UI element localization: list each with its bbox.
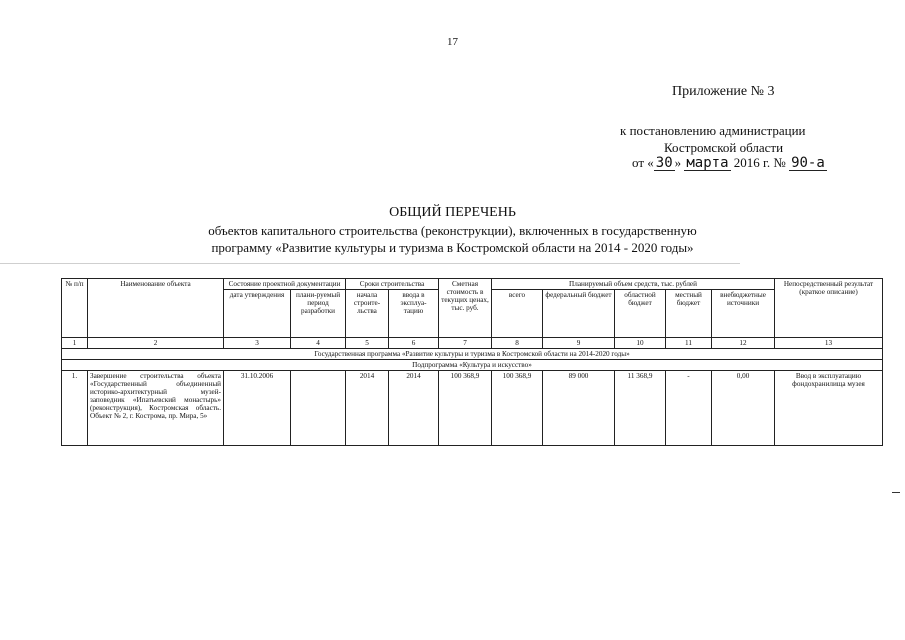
row-extrabudgetary: 0,00 bbox=[712, 371, 775, 446]
header-regional: областной бюджет bbox=[615, 290, 666, 338]
document-title: ОБЩИЙ ПЕРЕЧЕНЬ bbox=[389, 205, 516, 220]
header-construction-start: начала строите-льства bbox=[346, 290, 389, 338]
date-year: 2016 г. № bbox=[733, 155, 786, 170]
row-commissioning: 2014 bbox=[389, 371, 439, 446]
date-day: 30 bbox=[655, 155, 673, 171]
column-number: 10 bbox=[615, 338, 666, 349]
subprogram-title: Подпрограмма «Культура и искусство» bbox=[62, 360, 883, 371]
header-commissioning: ввода в эксплуа-тацию bbox=[389, 290, 439, 338]
date-mid: » bbox=[674, 155, 682, 170]
header-planned-period: плани-руемый период разработки bbox=[291, 290, 346, 338]
column-number: 8 bbox=[492, 338, 543, 349]
appendix-label: Приложение № 3 bbox=[672, 84, 775, 99]
row-federal: 89 000 bbox=[543, 371, 615, 446]
column-number: 3 bbox=[224, 338, 291, 349]
header-planned-funds: Планируемый объем средств, тыс. рублей bbox=[492, 279, 775, 290]
column-numbers-row bbox=[62, 338, 883, 349]
date-prefix: от « bbox=[632, 155, 654, 170]
header-construction-terms: Сроки строительства bbox=[346, 279, 439, 290]
objects-table bbox=[61, 278, 883, 446]
column-number: 2 bbox=[88, 338, 224, 349]
column-number: 9 bbox=[543, 338, 615, 349]
column-number: 4 bbox=[291, 338, 346, 349]
header-result: Непосредственный результат (краткое описание) bbox=[775, 279, 883, 338]
row-num: 1. bbox=[62, 371, 88, 446]
column-number: 12 bbox=[712, 338, 775, 349]
table-row bbox=[62, 371, 883, 446]
subprogram-row bbox=[62, 360, 883, 371]
column-number: 13 bbox=[775, 338, 883, 349]
column-number: 11 bbox=[666, 338, 712, 349]
page-number: 17 bbox=[447, 36, 458, 48]
row-local: - bbox=[666, 371, 712, 446]
document-subtitle-line-2: программу «Развитие культуры и туризма в Костромской области на 2014 - 2020 годы» bbox=[211, 240, 694, 255]
document-subtitle-line-1: объектов капитального строительства (реконструкции), включенных в государственную bbox=[208, 223, 697, 238]
row-result: Ввод в эксплуатацию фондохранилища музея bbox=[775, 371, 883, 446]
row-estimated-cost: 100 368,9 bbox=[439, 371, 492, 446]
row-construction-start: 2014 bbox=[346, 371, 389, 446]
decree-line-2: Костромской области bbox=[664, 140, 784, 155]
divider bbox=[0, 263, 740, 264]
row-approval-date: 31.10.2006 bbox=[224, 371, 291, 446]
header-estimated-cost: Сметная стоимость в текущих ценах, тыс. руб. bbox=[439, 279, 492, 338]
program-title: Государственная программа «Развитие культуры и туризма в Костромской области на 2014-2020 годы» bbox=[62, 349, 883, 360]
row-total: 100 368,9 bbox=[492, 371, 543, 446]
header-local: местный бюджет bbox=[666, 290, 712, 338]
date-month: марта bbox=[686, 155, 729, 171]
decree-date-line bbox=[632, 155, 827, 171]
decree-number: 90-а bbox=[791, 155, 825, 171]
program-row bbox=[62, 349, 883, 360]
decree-line-1: к постановлению администрации bbox=[620, 123, 806, 138]
column-number: 6 bbox=[389, 338, 439, 349]
header-num: № п/п bbox=[62, 279, 88, 338]
row-object-name: Завершение строительства объекта «Государственный объединенный историко-архитектурный музей-заповедник «Ипатьевский монастырь» (реконструкция), Костромская область. Объект № 2, г. Кострома, пр. Мира, 5» bbox=[88, 371, 224, 446]
header-federal: федеральный бюджет bbox=[543, 290, 615, 338]
margin-dash bbox=[892, 492, 900, 493]
column-number: 5 bbox=[346, 338, 389, 349]
header-extrabudgetary: внебюджетные источники bbox=[712, 290, 775, 338]
header-design-state: Состояние проектной документации bbox=[224, 279, 346, 290]
row-regional: 11 368,9 bbox=[615, 371, 666, 446]
column-number: 7 bbox=[439, 338, 492, 349]
row-planned-period bbox=[291, 371, 346, 446]
header-approval-date: дата утверждения bbox=[224, 290, 291, 338]
header-row-1 bbox=[62, 279, 883, 290]
column-number: 1 bbox=[62, 338, 88, 349]
header-name: Наименование объекта bbox=[88, 279, 224, 338]
header-total: всего bbox=[492, 290, 543, 338]
